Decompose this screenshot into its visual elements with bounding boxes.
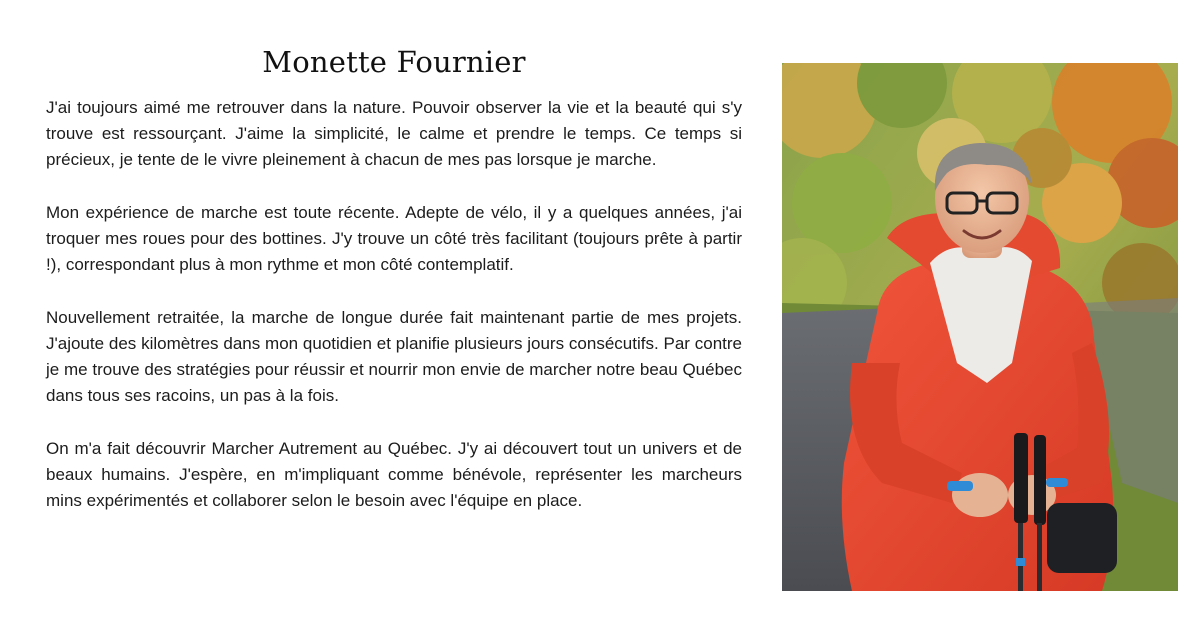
profile-photo: [782, 63, 1178, 591]
bio-paragraph-3: Nouvellement retraitée, la marche de longue durée fait maintenant partie de mes projets. J'ajoute des kilomètres dans mon quotidien et planifie plusieurs jours consécutifs. Par contre je me trouve des stratégies pour réussir et nourrir mon envie de marcher notre beau Québec dans tous ses racoins, un pas à la fois.: [46, 308, 742, 405]
hip-bag: [1047, 503, 1117, 573]
bio-paragraph-4: On m'a fait découvrir Marcher Autrement au Québec. J'y ai découvert tout un univers et de beaux humains. J'espère, en m'impliquant comme bénévole, représenter les marcheurs mins expérimentés et collaborer selon le besoin avec l'équipe en place.: [46, 439, 742, 510]
bio-paragraph-2: Mon expérience de marche est toute récente. Adepte de vélo, il y a quelques années, j'ai troquer mes roues pour des bottines. J'y trouve un côté très facilitant (toujours prête à partir !), correspondant plus à mon rythme et mon côté contemplatif.: [46, 203, 742, 274]
bio-text: [46, 95, 742, 541]
profile-name: Monette Fournier: [262, 45, 526, 79]
left-hand: [952, 473, 1008, 517]
bio-paragraph-1: J'ai toujours aimé me retrouver dans la nature. Pouvoir observer la vie et la beauté qui s'y trouve est ressourçant. J'aime la simplicité, le calme et prendre le temps. Ce temps si précieux, je tente de le vivre pleinement à chacun de mes pas lorsque je marche.: [46, 98, 742, 169]
